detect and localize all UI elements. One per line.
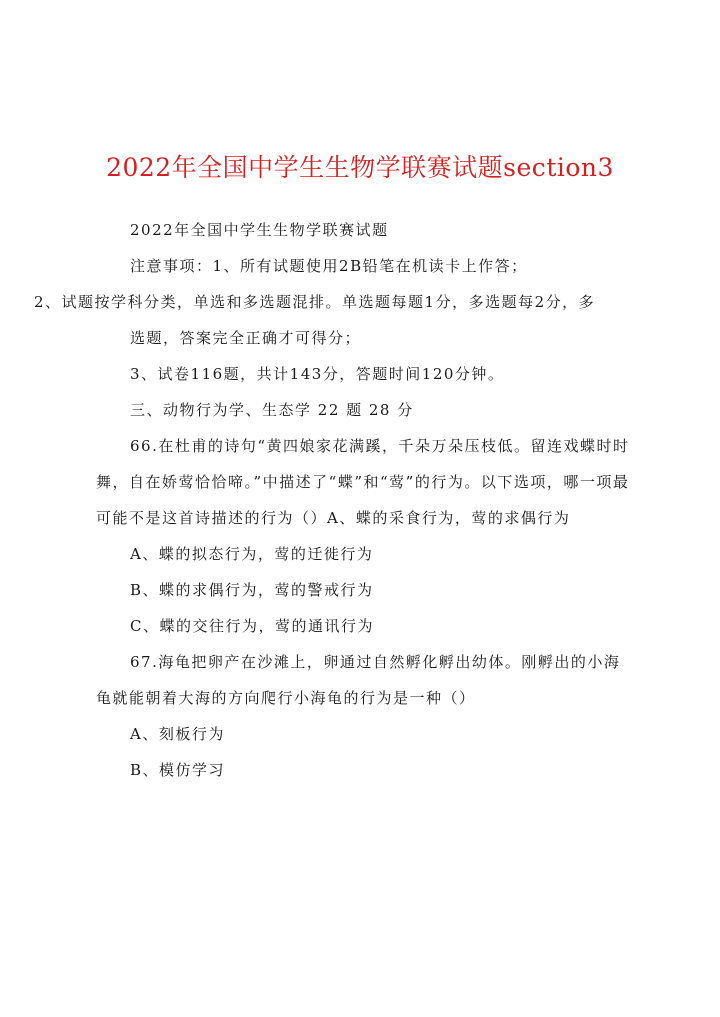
paragraph-rule-2-cont: 选题，答案完全正确才可得分； <box>130 329 362 347</box>
question-66-option-b: B、蝶的求偶行为，莺的警戒行为 <box>130 581 374 599</box>
document-body <box>34 212 636 788</box>
document-title: 2022年全国中学生生物学联赛试题section3 <box>106 153 614 182</box>
question-67-option-b: B、模仿学习 <box>130 761 226 779</box>
question-67: 67.海龟把卵产在沙滩上，卵通过自然孵化孵出幼体。刚孵出的小海龟就能朝着大海的方向爬行小海龟的行为是一种（） <box>96 653 621 707</box>
section-heading: 三、动物行为学、生态学 22 题 28 分 <box>130 401 414 419</box>
paragraph-notice: 注意事项：1、所有试题使用2B铅笔在机读卡上作答； <box>130 257 528 275</box>
paragraph-rule-3: 3、试卷116题，共计143分，答题时间120分钟。 <box>130 365 505 383</box>
question-66-option-a: A、蝶的拟态行为，莺的迁徙行为 <box>130 545 374 563</box>
question-67-option-a: A、刻板行为 <box>130 725 225 743</box>
question-66-option-c: C、蝶的交往行为，莺的通讯行为 <box>130 617 374 635</box>
paragraph-rule-2: 2、试题按学科分类，单选和多选题混排。单选题每题1分，多选题每2分，多 <box>34 293 596 311</box>
question-66: 66.在杜甫的诗句“黄四娘家花满蹊，千朵万朵压枝低。留连戏蝶时时舞，自在娇莺恰恰啼。”中描述了“蝶”和“莺”的行为。以下选项，哪一项最可能不是这首诗描述的行为（）A、蝶的采食行为，莺的求偶行为 <box>96 437 630 527</box>
paragraph-heading: 2022年全国中学生生物学联赛试题 <box>130 221 389 239</box>
